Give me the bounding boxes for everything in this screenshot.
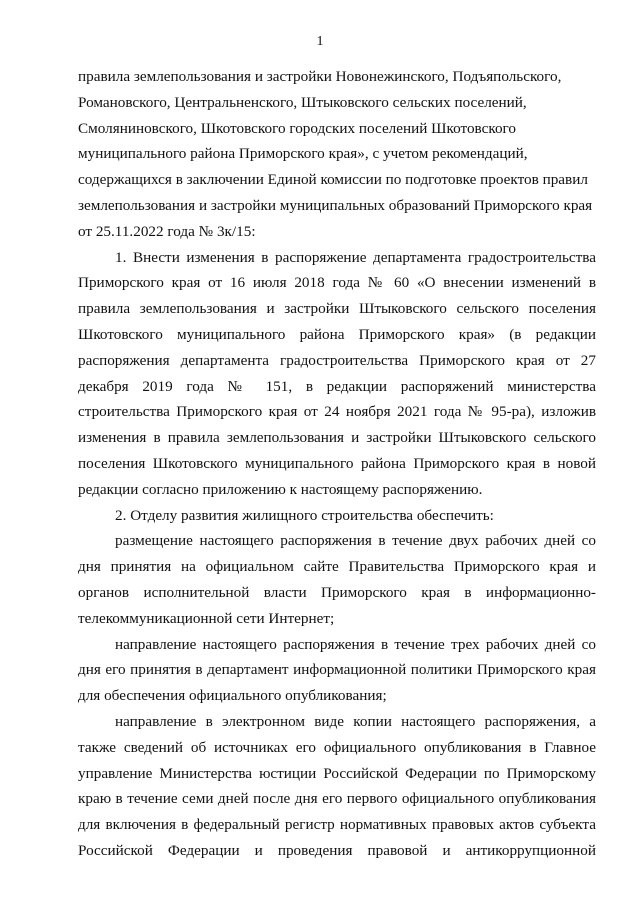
text-line: для обеспечения официального опубликования; bbox=[78, 687, 387, 705]
text-line: телекоммуникационной сети Интернет; bbox=[78, 609, 335, 627]
text-line: правила землепользования и застройки Штыковского сельского поселения bbox=[78, 300, 596, 318]
text-line: направление в электронном виде копии настоящего распоряжения, а bbox=[115, 712, 596, 730]
text-line: Шкотовского муниципального района Приморского края» (в редакции bbox=[78, 325, 596, 343]
text-line: управление Министерства юстиции Российской Федерации по Приморскому bbox=[78, 764, 596, 782]
text-line: декабря 2019 года № 151, в редакции распоряжений министерства bbox=[78, 377, 596, 395]
text-line: редакции согласно приложению к настоящему распоряжению. bbox=[78, 480, 483, 498]
text-line: от 25.11.2022 года № 3к/15: bbox=[78, 222, 256, 240]
text-line: муниципального района Приморского края», с учетом рекомендаций, bbox=[78, 145, 528, 163]
text-line: органов исполнительной власти Приморского края в информационно- bbox=[78, 583, 596, 601]
paragraph-intro-continuation bbox=[78, 64, 596, 245]
page-number: 1 bbox=[316, 34, 324, 49]
text-line: также сведений об источниках его официального опубликования в Главное bbox=[78, 738, 596, 756]
text-line: Приморского края от 16 июля 2018 года № 60 «О внесении изменений в bbox=[78, 274, 596, 292]
text-line: распоряжения департамента градостроительства Приморского края от 27 bbox=[78, 351, 596, 369]
text-line: для включения в федеральный регистр нормативных правовых актов субъекта bbox=[78, 816, 596, 834]
paragraph-item-2 bbox=[78, 503, 596, 529]
text-line: Российской Федерации и проведения правовой и антикоррупционной bbox=[78, 841, 596, 859]
paragraph-item-2-registry bbox=[78, 709, 596, 864]
text-line: направление настоящего распоряжения в течение трех рабочих дней со bbox=[115, 635, 596, 653]
text-line: строительства Приморского края от 24 ноября 2021 года № 95-ра), изложив bbox=[78, 403, 596, 421]
text-line: изменения в правила землепользования и застройки Штыковского сельского bbox=[78, 429, 596, 447]
text-line: размещение настоящего распоряжения в течение двух рабочих дней со bbox=[115, 532, 596, 550]
text-line: 2. Отделу развития жилищного строительства обеспечить: bbox=[115, 506, 494, 524]
text-line: дня принятия на официальном сайте Правительства Приморского края и bbox=[78, 558, 596, 576]
document-body bbox=[78, 64, 596, 864]
text-line: 1. Внести изменения в распоряжение департамента градостроительства bbox=[115, 248, 596, 266]
text-line: Романовского, Центральненского, Штыковского сельских поселений, bbox=[78, 93, 527, 111]
text-line: поселения Шкотовского муниципального района Приморского края в новой bbox=[78, 454, 596, 472]
text-line: землепользования и застройки муниципальных образований Приморского края bbox=[78, 196, 593, 214]
text-line: правила землепользования и застройки Новонежинского, Подъяпольского, bbox=[78, 68, 562, 85]
text-line: Смоляниновского, Шкотовского городских поселений Шкотовского bbox=[78, 119, 516, 137]
text-line: краю в течение семи дней после дня его первого официального опубликования bbox=[78, 790, 596, 808]
text-line: содержащихся в заключении Единой комиссии по подготовке проектов правил bbox=[78, 171, 588, 189]
text-line: дня его принятия в департамент информационной политики Приморского края bbox=[78, 661, 596, 679]
paragraph-item-2-publication bbox=[78, 632, 596, 709]
paragraph-item-2-placement bbox=[78, 528, 596, 631]
paragraph-item-1 bbox=[78, 245, 596, 503]
